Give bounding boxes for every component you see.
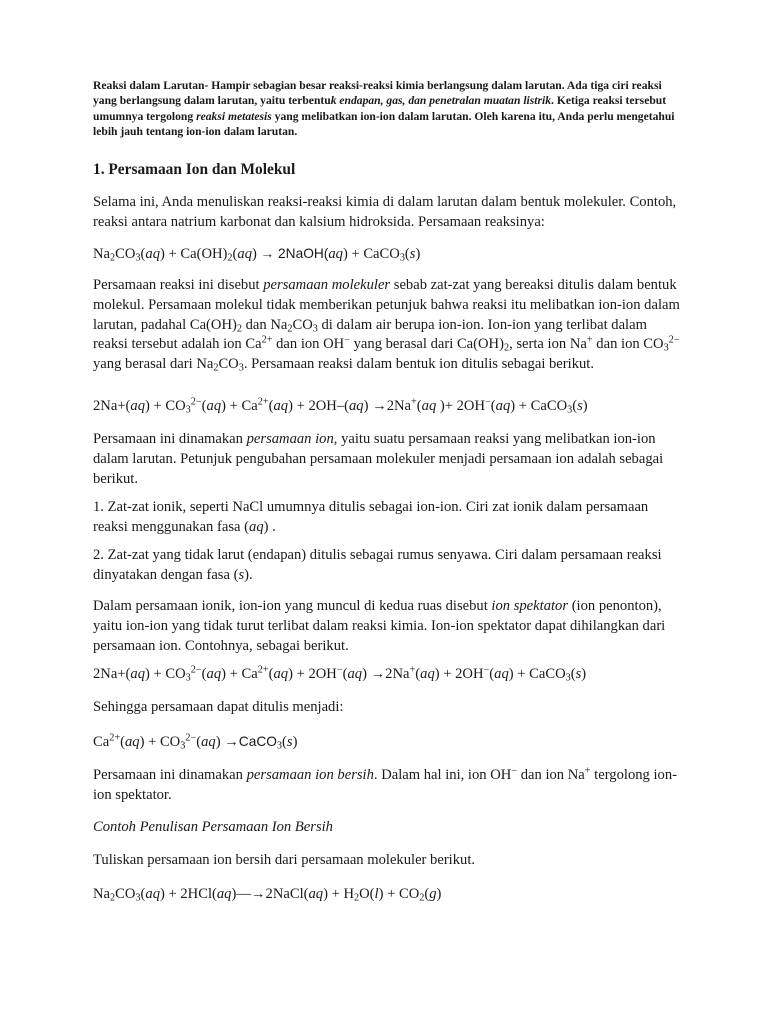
eq-phase: aq <box>308 886 324 902</box>
section-heading: 1. Persamaan Ion dan Molekul <box>93 161 296 178</box>
eq-text: ( <box>201 398 207 414</box>
eq-text: ( <box>572 398 578 414</box>
eq-sub: 3 <box>180 740 186 752</box>
eq-phase: s <box>577 398 583 414</box>
eq-phase: aq <box>273 398 289 414</box>
eq-sup: 2− <box>190 664 202 676</box>
eq-text: ) + 2OH <box>434 666 484 682</box>
eq-sup: 2− <box>190 396 202 408</box>
eq-phase: s <box>409 246 416 262</box>
eq-text: → 2NaOH( <box>260 246 329 261</box>
eq-phase: l <box>374 886 379 902</box>
sub: 2 <box>213 362 219 374</box>
text: 2. Zat-zat yang tidak larut (endapan) ditulis sebagai rumus senyawa. Ciri dalam persamaan reaksi dinyatakan dengan fasa ( <box>93 547 662 583</box>
sub: 3 <box>312 323 318 335</box>
eq-text: )—→2NaCl( <box>231 886 309 902</box>
eq-text: CaCO <box>238 734 277 749</box>
text: Persamaan ini dinamakan <box>93 767 243 783</box>
eq-text: ( <box>342 666 348 682</box>
eq-text: ) + H <box>323 886 355 902</box>
italic-term: persamaan ion <box>246 431 334 447</box>
eq-phase: aq <box>145 246 160 262</box>
eq-text: ) + CaCO <box>508 666 566 682</box>
eq-sup: − <box>483 664 490 676</box>
eq-text: 2Na+( <box>93 666 131 682</box>
paragraph-7: Tuliskan persamaan ion bersih dari persamaan molekuler berikut. <box>93 852 476 868</box>
text: di dalam air berupa ion-ion. Ion-ion yang terlibat dalam reaksi tersebut adalah ion Ca <box>93 316 647 353</box>
eq-text: ( <box>140 246 146 262</box>
text: , serta ion Na <box>509 336 587 353</box>
eq-text: ) + 2HCl( <box>160 886 217 902</box>
eq-sub: 3 <box>565 672 571 684</box>
eq-text: ( <box>415 666 421 682</box>
eq-phase: s <box>286 734 293 750</box>
italic-term: persamaan ion bersih <box>246 767 374 783</box>
sub: 3 <box>238 362 244 374</box>
intro-italic-1: k endapan, gas, dan penetralan muatan listrik <box>330 94 552 108</box>
eq-sub: 2 <box>419 892 425 904</box>
text: . Dalam hal ini, ion OH <box>373 767 512 783</box>
eq-text: )+ 2OH <box>436 398 486 414</box>
intro-text-2: . Ketiga reaksi tersebut umumnya tergolong <box>93 94 667 123</box>
text: 1. Zat-zat ionik, seperti NaCl umumnya ditulis sebagai ion-ion. Ciri zat ionik dalam persamaan reaksi menggunakan fasa ( <box>93 499 649 535</box>
eq-text: ) + CO <box>145 398 186 414</box>
sub: 2 <box>236 323 242 335</box>
eq-text: ) <box>582 398 588 414</box>
eq-sub: 3 <box>399 252 405 264</box>
eq-text: ( <box>232 246 238 262</box>
eq-text: ) + CO <box>145 666 186 682</box>
rule-2 <box>93 546 683 586</box>
eq-text: ( <box>570 666 576 682</box>
eq-text: ( <box>424 886 430 902</box>
eq-text: ( <box>196 734 202 750</box>
eq-text: ) + CaCO <box>510 398 568 414</box>
eq-sub: 3 <box>185 404 191 416</box>
sub: 2 <box>287 323 293 335</box>
eq-text: ) <box>415 246 421 262</box>
eq-text: ) + Ca <box>221 666 258 682</box>
eq-text: ) <box>251 246 261 262</box>
eq-text: ) →2Na <box>363 398 412 414</box>
equation-net-ionic <box>93 732 683 752</box>
eq-phase: aq <box>206 666 222 682</box>
eq-sub: 3 <box>185 672 191 684</box>
eq-phase: aq <box>216 886 232 902</box>
eq-text: CO <box>115 246 136 262</box>
eq-phase: aq <box>201 734 216 750</box>
eq-sup: 2+ <box>257 396 269 408</box>
text: Persamaan reaksi ini disebut <box>93 277 260 293</box>
paragraph-2 <box>93 276 683 375</box>
text: CO <box>292 316 313 333</box>
eq-phase: aq <box>237 246 252 262</box>
eq-text: ) <box>436 886 442 902</box>
eq-phase: aq <box>130 398 145 414</box>
intro-text-1: Reaksi dalam Larutan- Hampir sebagian besar reaksi-reaksi kimia berlangsung dalam larutan. Ada tiga ciri reaksi yang berlangsung dalam larutan, yaitu terbentu <box>93 79 662 108</box>
eq-text: ) →2Na <box>362 666 410 682</box>
sup: − <box>511 765 518 777</box>
sup: − <box>344 334 350 346</box>
eq-phase: s <box>575 666 582 682</box>
text: . Persamaan reaksi dalam bentuk ion ditulis sebagai berikut. <box>243 356 595 373</box>
eq-sup: + <box>409 664 416 676</box>
eq-phase: aq <box>347 666 363 682</box>
eq-text: ( <box>404 246 410 262</box>
eq-sup: 2− <box>185 732 197 744</box>
text: dan ion OH <box>272 336 345 353</box>
eq-text: CO <box>115 886 136 902</box>
equation-example <box>93 884 683 904</box>
paragraph-4 <box>93 597 683 656</box>
sup: 2− <box>668 334 680 346</box>
eq-phase: aq <box>495 398 511 414</box>
eq-phase: aq <box>328 246 343 262</box>
text: ) . <box>263 518 276 535</box>
eq-sup: + <box>411 396 417 408</box>
eq-text: 2Na+( <box>93 398 131 414</box>
eq-sub: 3 <box>135 892 141 904</box>
eq-phase: aq <box>206 398 222 414</box>
eq-text: ( <box>201 666 207 682</box>
eq-sup: 2+ <box>257 664 269 676</box>
eq-text: ( <box>120 734 125 750</box>
equation-ionic <box>93 396 683 416</box>
text: , yaitu suatu persamaan reaksi yang melibatkan ion-ion dalam larutan. Petunjuk pengubahan persamaan molekuler menjadi persamaan ion adalah sebagai berikut. <box>93 431 664 487</box>
intro-paragraph <box>93 78 683 140</box>
example-heading <box>93 818 683 838</box>
eq-text: Ca <box>93 734 110 750</box>
eq-text: ) <box>581 666 587 682</box>
text: dan ion CO <box>592 336 664 353</box>
paragraph-6 <box>93 766 683 806</box>
eq-sup: − <box>485 396 491 408</box>
text: dan ion Na <box>517 767 585 783</box>
text: dan Na <box>241 316 288 333</box>
eq-text: Na <box>93 246 111 262</box>
eq-text: ( <box>268 398 274 414</box>
text: yang berasal dari Ca(OH) <box>349 336 504 353</box>
intro-text-3: yang melibatkan ion-ion dalam larutan. Oleh karena itu, Anda perlu mengetahui lebih jauh tentang ion-ion dalam larutan. <box>93 109 675 139</box>
eq-text: ) + CaCO <box>342 246 400 262</box>
eq-phase: aq <box>421 398 437 414</box>
italic-term: persamaan molekuler <box>263 277 391 293</box>
text: Persamaan ini dinamakan <box>93 431 243 447</box>
text: (ion penonton), yaitu ion-ion yang tidak turut terlibat dalam reaksi kimia. Ion-ion spektator dapat dihilangkan dari persamaan ion. Contohnya, sebagai berikut. <box>93 598 666 654</box>
text: ). <box>244 566 253 583</box>
sub: 3 <box>663 342 669 354</box>
sup: + <box>584 765 591 777</box>
eq-phase: aq <box>349 398 364 414</box>
eq-phase: aq <box>494 666 509 682</box>
eq-text: ) + Ca(OH) <box>160 246 228 262</box>
eq-text: ) + 2OH–( <box>288 398 349 414</box>
intro-italic-2: reaksi metatesis <box>196 109 272 123</box>
eq-phase: aq <box>273 666 289 682</box>
example-heading-text: Contoh Penulisan Persamaan Ion Bersih <box>93 819 333 835</box>
eq-sub: 2 <box>227 252 233 264</box>
sup: 2+ <box>261 334 273 346</box>
eq-text: ( <box>416 398 422 414</box>
eq-text: ( <box>268 666 274 682</box>
eq-sub: 3 <box>135 252 141 264</box>
eq-text: ) + Ca <box>221 398 258 414</box>
paragraph-1: Selama ini, Anda menuliskan reaksi-reaksi kimia di dalam larutan dalam bentuk molekuler. Contoh, reaksi antara natrium karbonat dan kalsium hidroksida. Persamaan reaksinya: <box>93 194 677 230</box>
text: yang berasal dari Na <box>93 356 214 373</box>
rule-1 <box>93 498 683 538</box>
text: Dalam persamaan ionik, ion-ion yang muncul di kedua ruas disebut <box>93 598 488 614</box>
eq-text: ( <box>490 398 496 414</box>
italic-term: ion spektator <box>491 598 569 614</box>
equation-molecular <box>93 244 683 264</box>
eq-sub: 2 <box>354 892 360 904</box>
eq-sup: − <box>336 664 343 676</box>
eq-phase: aq <box>124 734 140 750</box>
italic-term: aq <box>249 518 264 535</box>
paragraph-5: Sehingga persamaan dapat ditulis menjadi: <box>93 699 344 715</box>
eq-text: ) <box>292 734 298 750</box>
eq-sup: 2+ <box>109 732 121 744</box>
eq-text: ) + 2OH <box>288 666 337 682</box>
paragraph-3 <box>93 430 683 489</box>
eq-text: ( <box>282 734 287 750</box>
eq-text: ( <box>489 666 495 682</box>
eq-phase: aq <box>130 666 145 682</box>
text: tergolong ion-ion spektator. <box>93 767 678 803</box>
sub: 2 <box>503 342 510 354</box>
text: CO <box>218 356 239 373</box>
eq-phase: aq <box>145 886 160 902</box>
eq-text: O( <box>359 886 375 902</box>
eq-text: ) + CO <box>139 734 181 750</box>
eq-text: Na <box>93 886 111 902</box>
text: sebab zat-zat yang bereaksi ditulis dalam bentuk molekul. Persamaan molekul tidak memberikan petunjuk bahwa reaksi itu melibatkan ion-ion dalam larutan, padahal Ca(OH) <box>93 277 680 333</box>
eq-sub: 2 <box>110 892 116 904</box>
eq-text: ) + CO <box>378 886 420 902</box>
eq-sub: 3 <box>276 740 283 752</box>
eq-text: ( <box>140 886 146 902</box>
eq-sub: 2 <box>110 252 116 264</box>
sup: + <box>586 334 593 346</box>
eq-phase: g <box>429 886 437 902</box>
italic-term: s <box>238 566 245 583</box>
eq-text: ) → <box>215 734 239 750</box>
eq-sub: 3 <box>567 404 573 416</box>
eq-phase: aq <box>420 666 435 682</box>
equation-ionic-2 <box>93 664 683 684</box>
